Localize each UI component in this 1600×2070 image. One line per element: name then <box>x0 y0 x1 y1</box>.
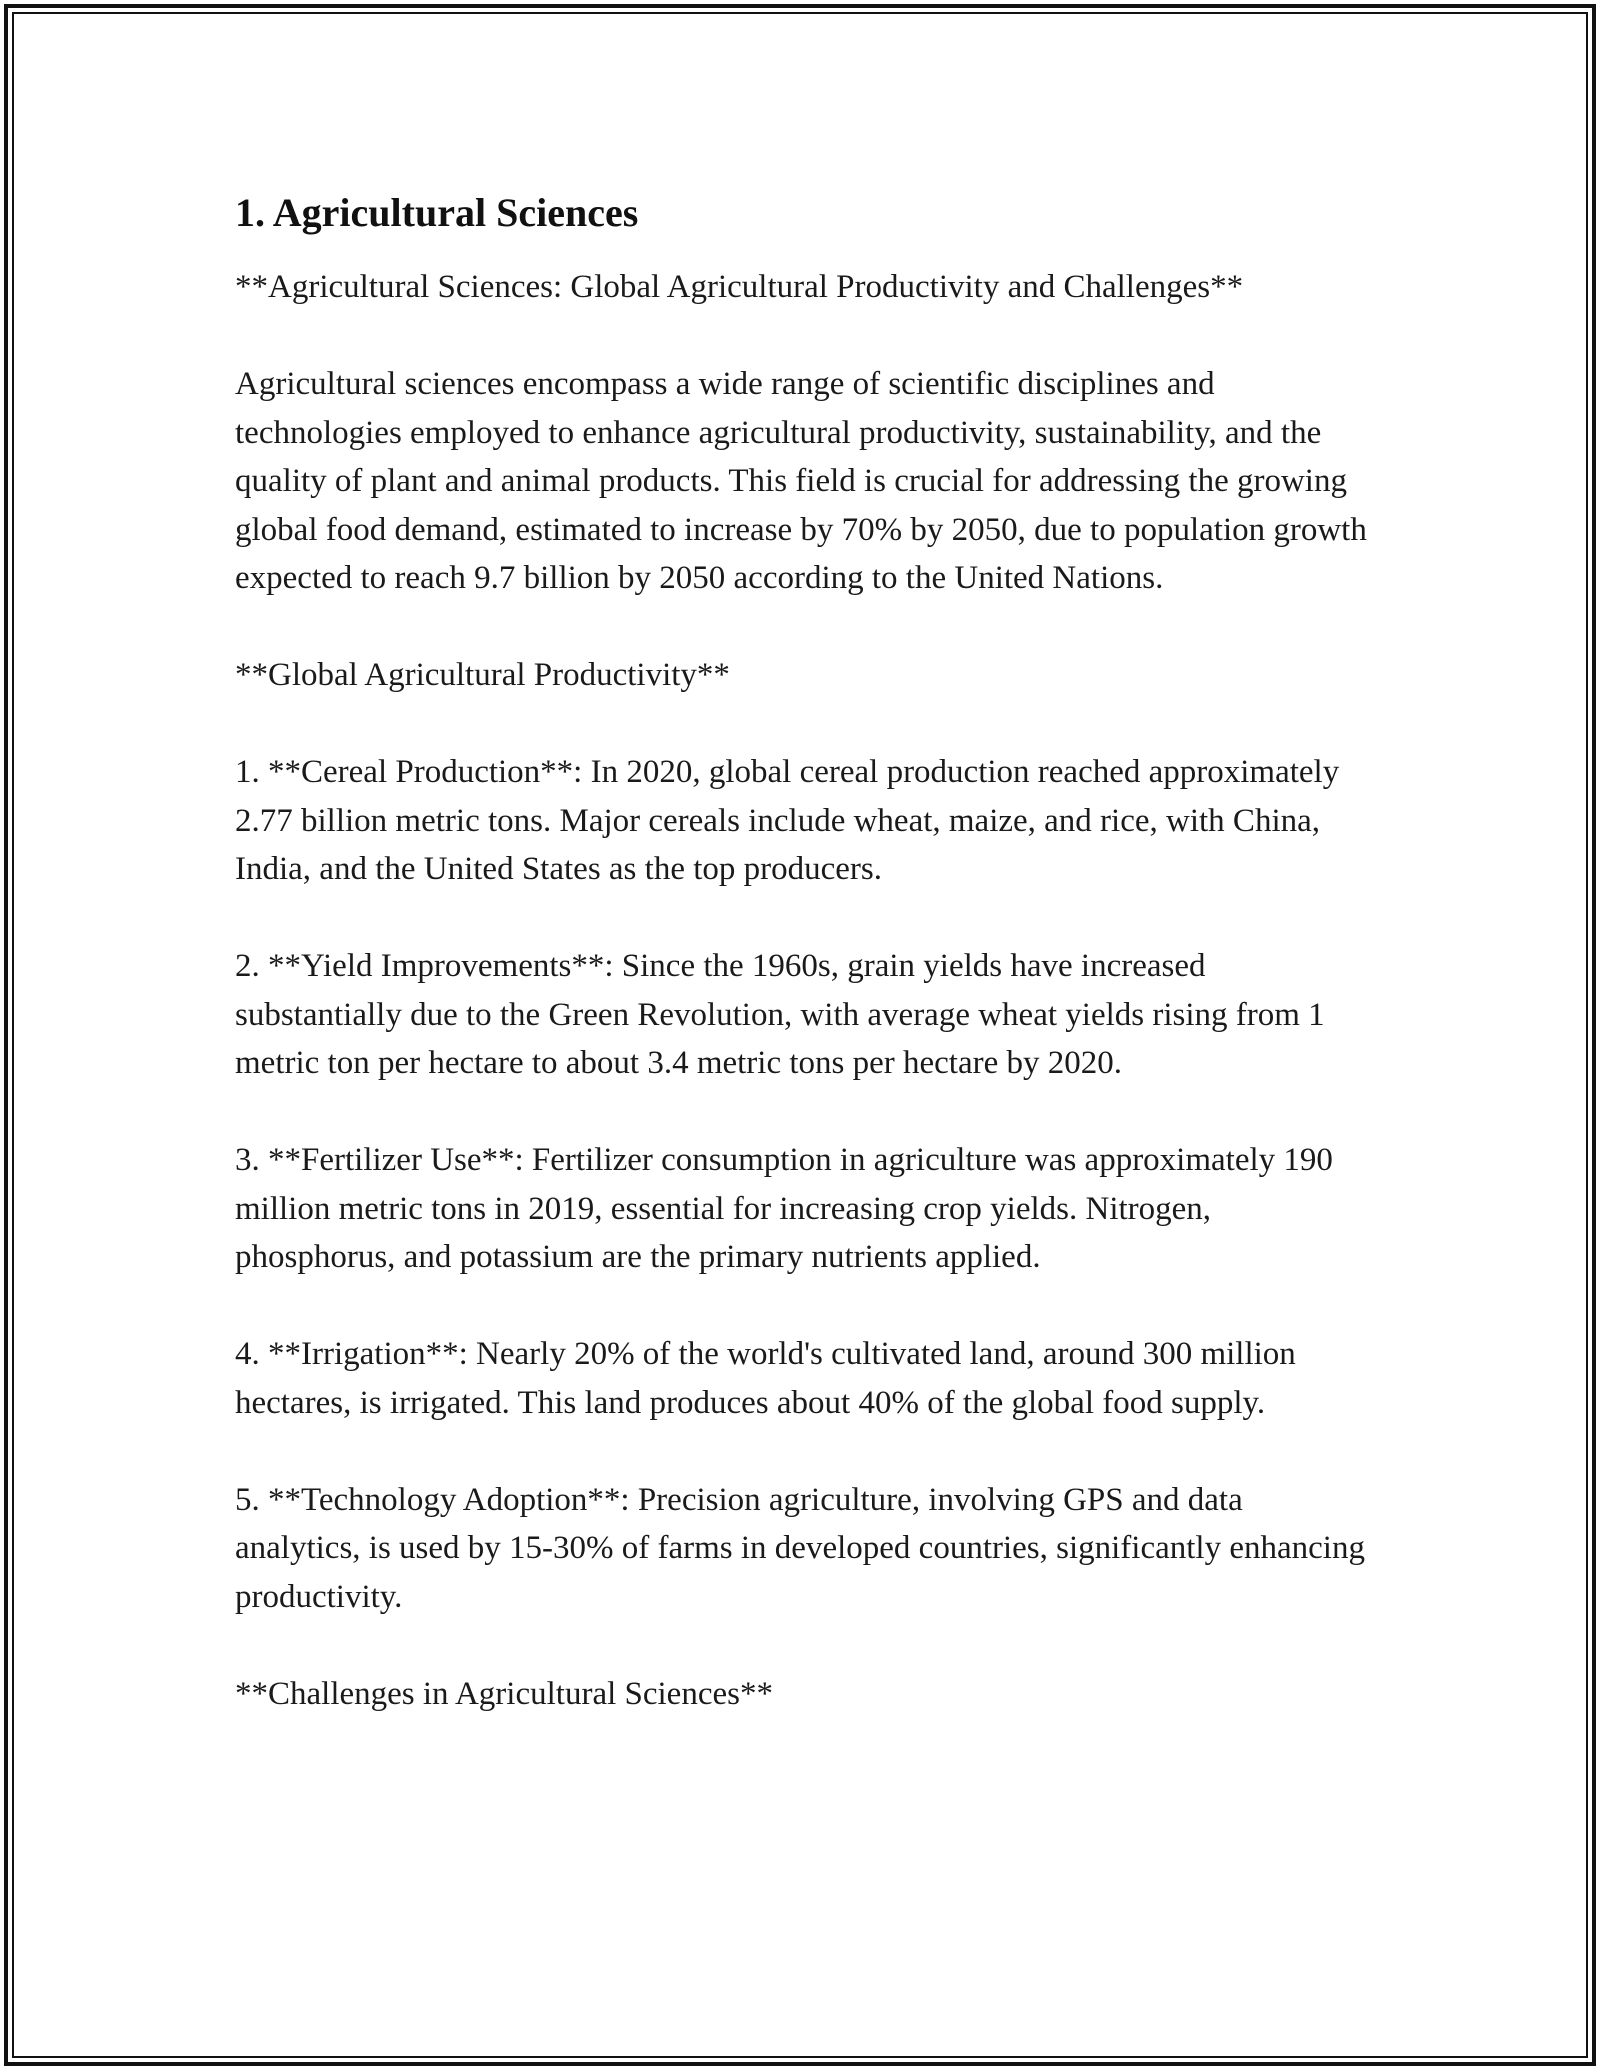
list-item-yield-improvements: 2. **Yield Improvements**: Since the 1960s, grain yields have increased substantially due to the Green Revolution, with average wheat yields rising from 1 metric ton per hectare to about 3.4 metric tons per hectare by 2020. <box>235 948 1325 1081</box>
subtitle-paragraph: **Agricultural Sciences: Global Agricultural Productivity and Challenges** <box>235 269 1244 305</box>
list-item-irrigation: 4. **Irrigation**: Nearly 20% of the world's cultivated land, around 300 million hectares, is irrigated. This land produces about 40% of the global food supply. <box>235 1336 1296 1421</box>
list-item-cereal-production: 1. **Cereal Production**: In 2020, global cereal production reached approximately 2.77 billion metric tons. Major cereals include wheat, maize, and rice, with China, India, and the United States as the top producers. <box>235 754 1340 887</box>
list-item-technology-adoption: 5. **Technology Adoption**: Precision agriculture, involving GPS and data analytics, is used by 15-30% of farms in developed countries, significantly enhancing productivity. <box>235 1481 1365 1615</box>
document-body <box>235 185 1375 1718</box>
intro-paragraph: Agricultural sciences encompass a wide range of scientific disciplines and technologies employed to enhance agricultural productivity, sustainability, and the quality of plant and animal products. This field is crucial for addressing the growing global food demand, estimated to increase by 70% by 2050, due to population growth expected to reach 9.7 billion by 2050 according to the United Nations. <box>235 366 1367 596</box>
challenges-subheading: **Challenges in Agricultural Sciences** <box>235 1675 773 1712</box>
productivity-subheading: **Global Agricultural Productivity** <box>235 657 730 693</box>
list-item-fertilizer-use: 3. **Fertilizer Use**: Fertilizer consumption in agriculture was approximately 190 million metric tons in 2019, essential for increasing crop yields. Nitrogen, phosphorus, and potassium are the primary nutrients applied. <box>235 1142 1333 1275</box>
section-heading: 1. Agricultural Sciences <box>235 190 639 235</box>
